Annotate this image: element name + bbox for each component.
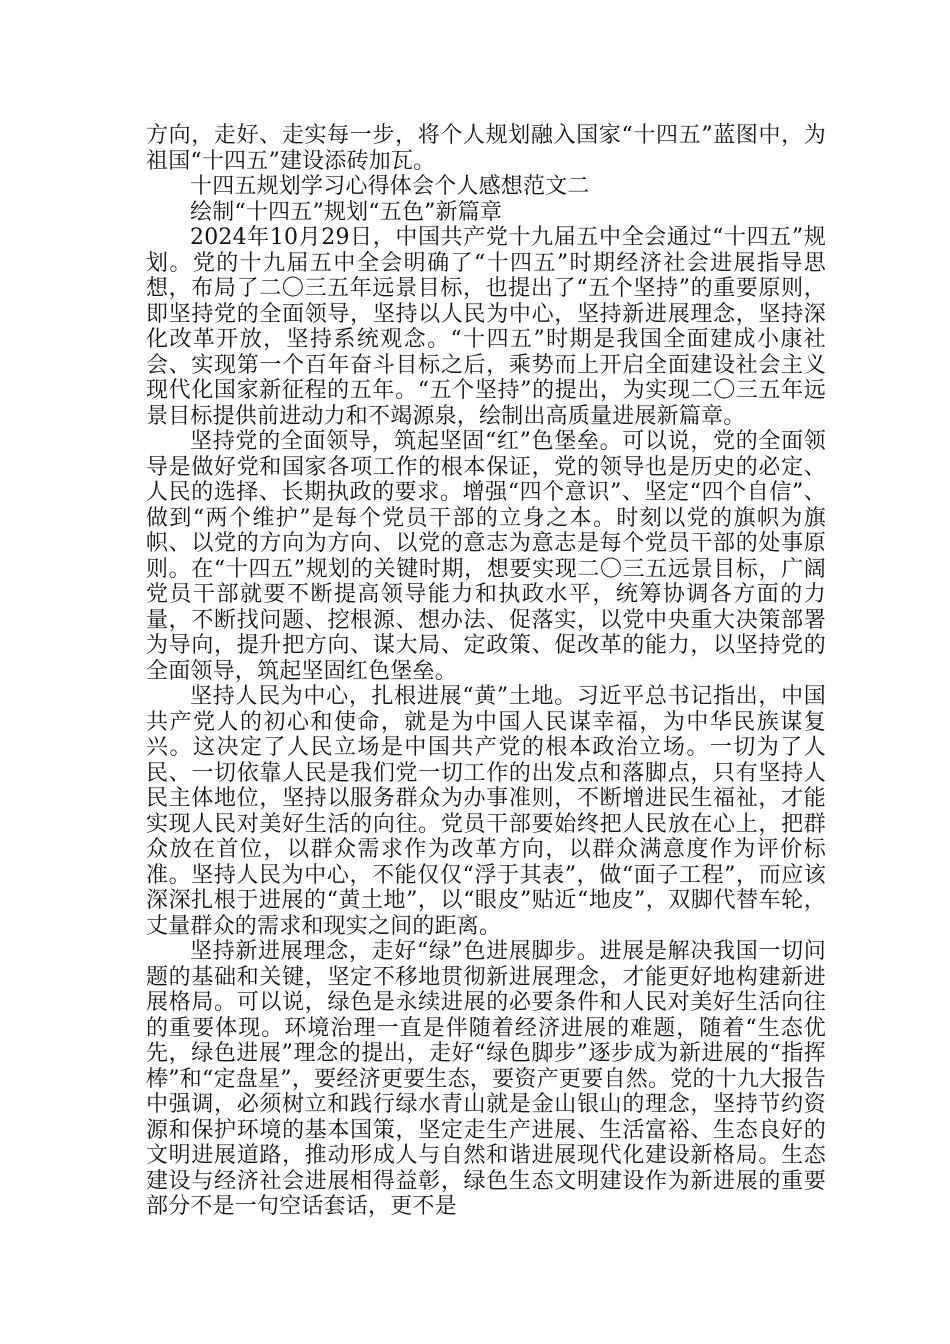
paragraph-green: 坚持新进展理念，走好“绿”色进展脚步。进展是解决我国一切问题的基础和关键，坚定不移地贯彻新进展理念，才能更好地构建新进展格局。可以说，绿色是永续进展的必要条件和人民对美好生活向往的重要体现。环境治理一直是伴随着经济进展的难题，随着“生态优先，绿色进展”理念的提出，走好“绿色脚步”逐步成为新进展的“指挥棒”和“定盘星”，要经济更要生态，要资产更要自然。党的十九大报告中强调，必须树立和践行绿水青山就是金山银山的理念，坚持节约资源和保护环境的基本国策，坚定走生产进展、生活富裕、生态良好的文明进展道路，推动形成人与自然和谐进展现代化建设新格局。生态建设与经济社会进展相得益彰，绿色生态文明建设作为新进展的重要部分不是一句空话套话，更不是 [146, 939, 826, 1219]
paragraph-red: 坚持党的全面领导，筑起坚固“红”色堡垒。可以说，党的全面领导是做好党和国家各项工作的根本保证，党的领导也是历史的必定、人民的选择、长期执政的要求。增强“四个意识”、坚定“四个自信”、做到“两个维护”是每个党员干部的立身之本。时刻以党的旗帜为旗帜、以党的方向为方向、以党的意志为意志是每个党员干部的处事原则。在“十四五”规划的关键时期，想要实现二〇三五远景目标，广阔党员干部就要不断提高领导能力和执政水平，统筹协调各方面的力量，不断找问题、挖根源、想办法、促落实，以党中央重大决策部署为导向，提升把方向、谋大局、定政策、促改革的能力，以坚持党的全面领导，筑起坚固红色堡垒。 [146, 429, 826, 684]
article-title: 十四五规划学习心得体会个人感想范文二 [190, 174, 590, 199]
article-subtitle: 绘制“十四五”规划“五色”新篇章 [190, 199, 503, 225]
paragraph-continuation: 方向，走好、走实每一步，将个人规划融入国家“十四五”蓝图中，为祖国“十四五”建设添砖加瓦。 [146, 123, 826, 174]
paragraph-intro: 2024年10月29日，中国共产党十九届五中全会通过“十四五”规划。党的十九届五中全会明确了“十四五”时期经济社会进展指导思想，布局了二〇三五年远景目标，也提出了“五个坚持”的重要原则，即坚持党的全面领导，坚持以人民为中心，坚持新进展理念，坚持深化改革开放，坚持系统观念。“十四五”时期是我国全面建成小康社会、实现第一个百年奋斗目标之后，乘势而上开启全面建设社会主义现代化国家新征程的五年。“五个坚持”的提出，为实现二〇三五年远景目标提供前进动力和不竭源泉，绘制出高质量进展新篇章。 [146, 225, 826, 429]
document-body [146, 123, 826, 1220]
paragraph-yellow: 坚持人民为中心，扎根进展“黄”土地。习近平总书记指出，中国共产党人的初心和使命，就是为中国人民谋幸福，为中华民族谋复兴。这决定了人民立场是中国共产党的根本政治立场。一切为了人民、一切依靠人民是我们党一切工作的出发点和落脚点，只有坚持人民主体地位，坚持以服务群众为办事准则，不断增进民生福祉，才能实现人民对美好生活的向往。党员干部要始终把人民放在心上，把群众放在首位，以群众需求作为改革方向，以群众满意度作为评价标准。坚持人民为中心，不能仅仅“浮于其表”，做“面子工程”，而应该深深扎根于进展的“黄土地”，以“眼皮”贴近“地皮”，双脚代替车轮，丈量群众的需求和现实之间的距离。 [146, 684, 826, 939]
